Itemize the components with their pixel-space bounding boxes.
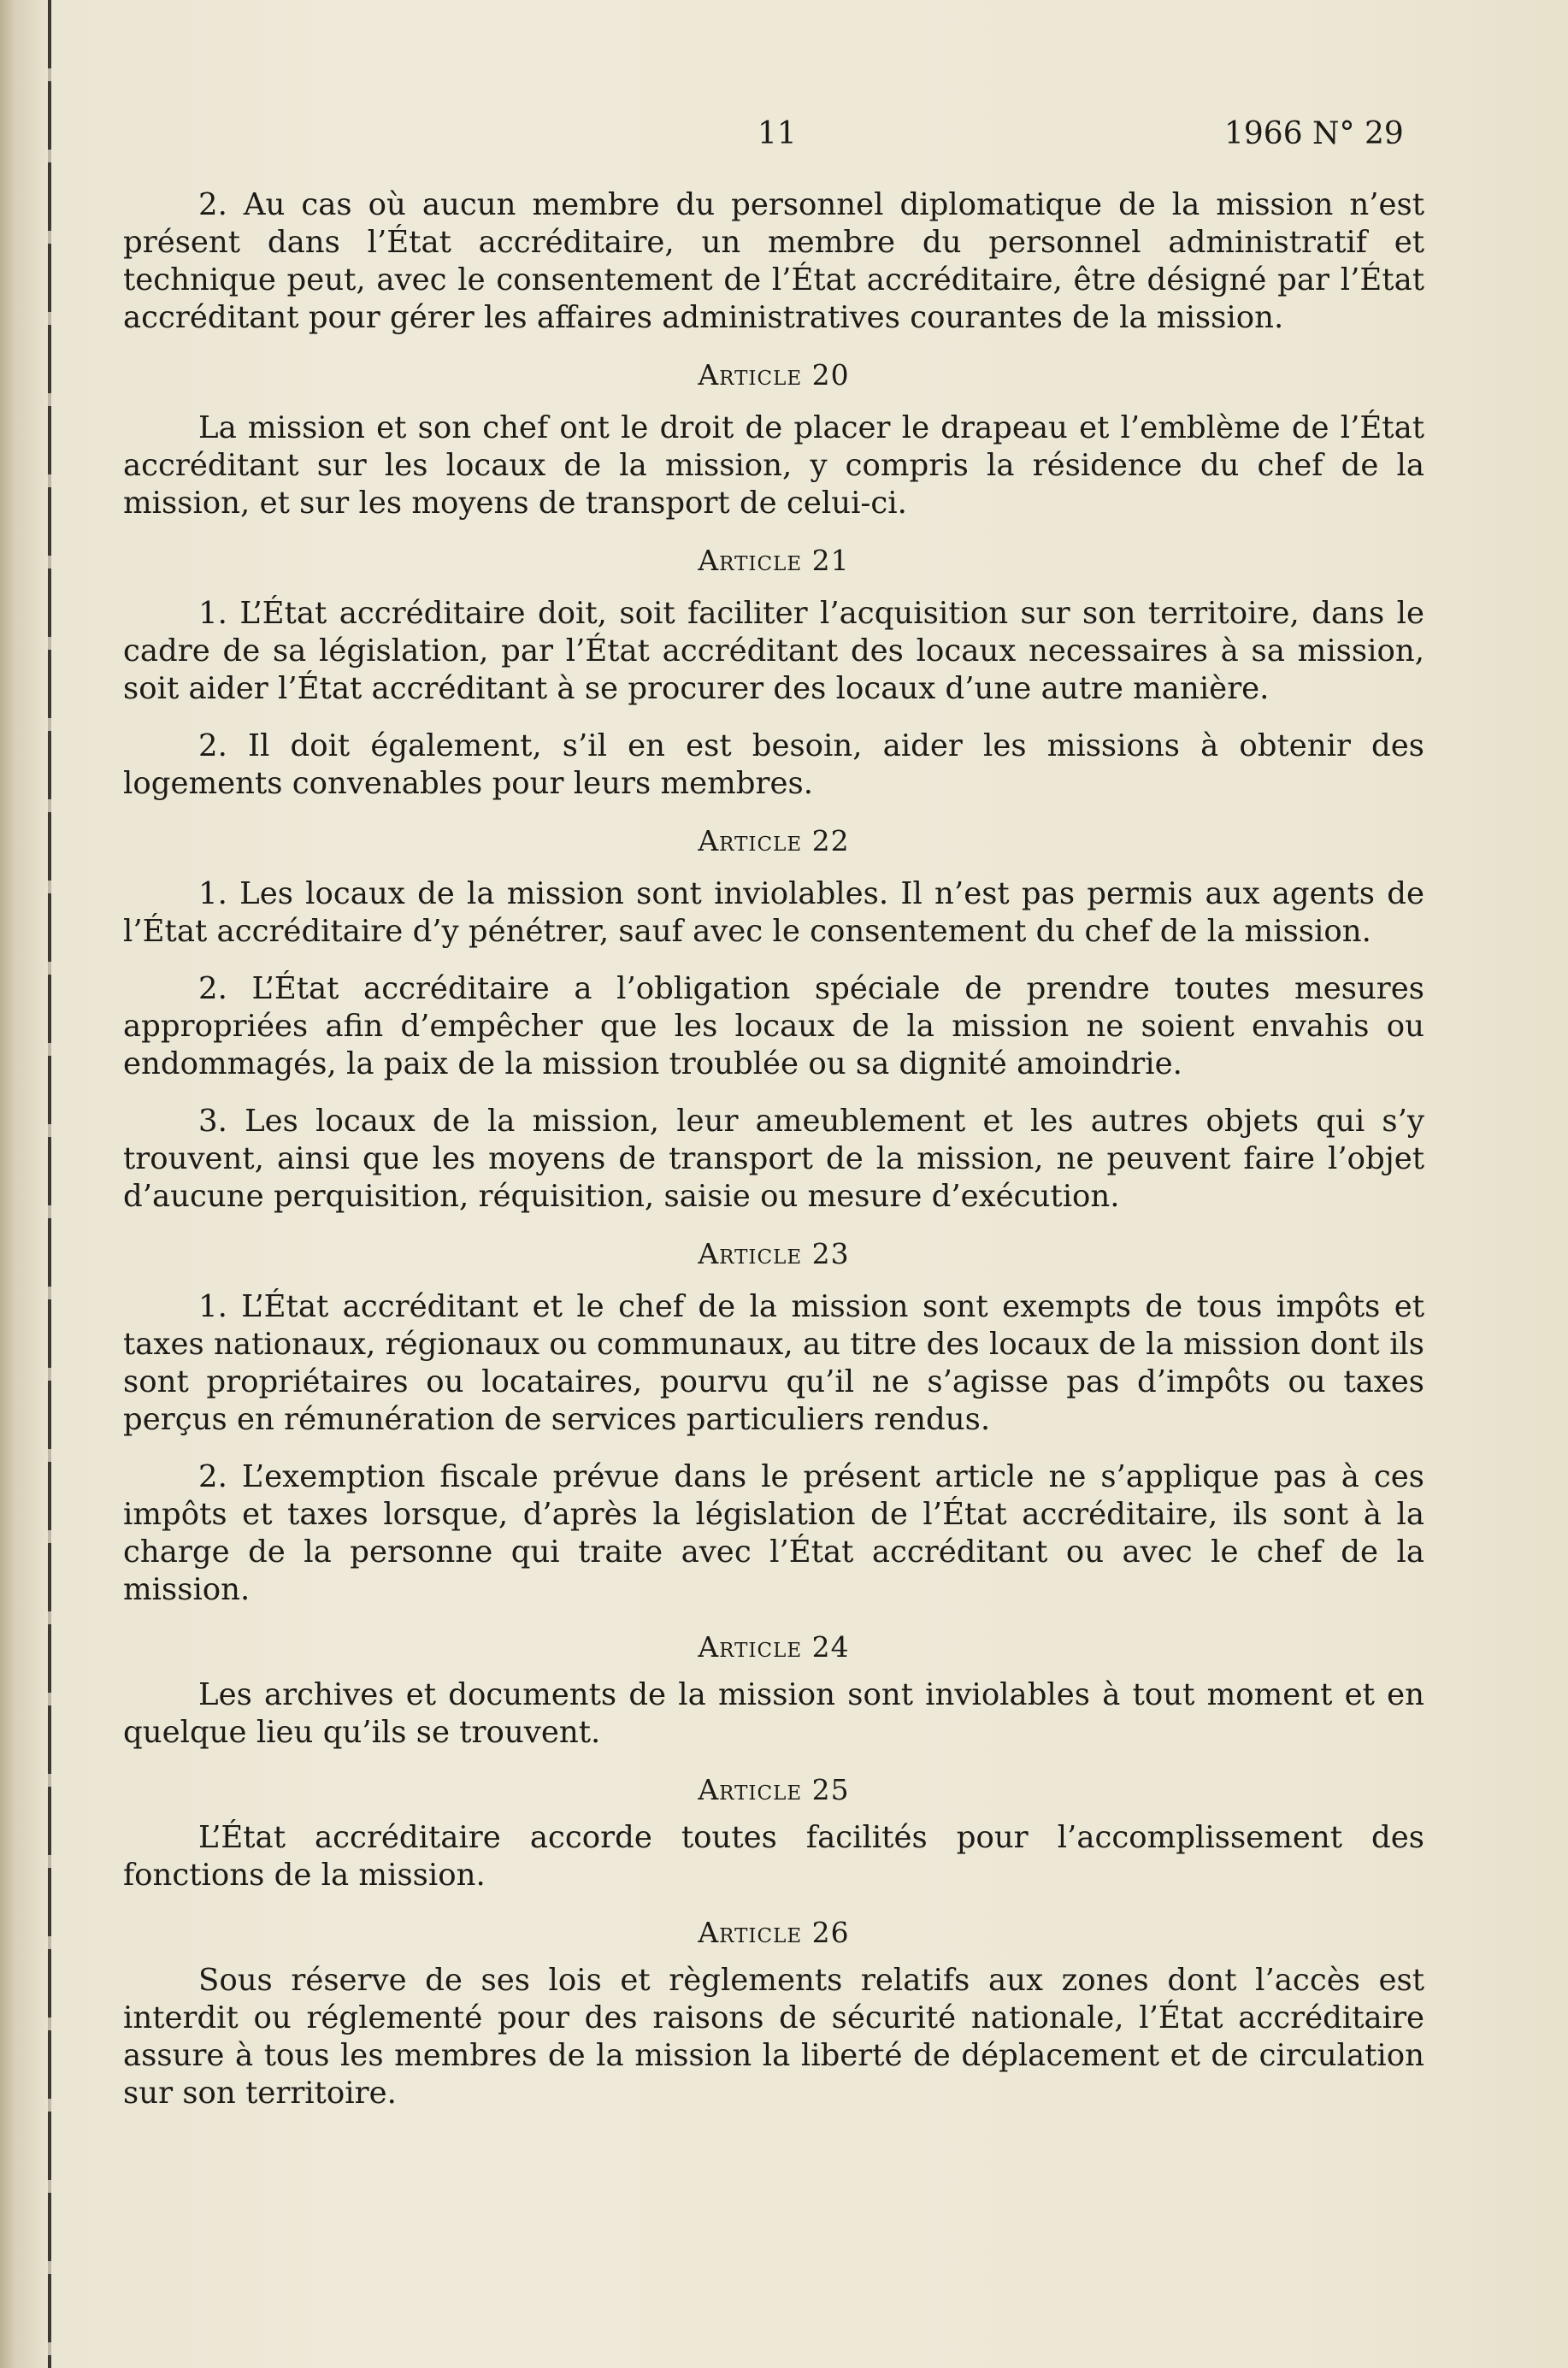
gazette-issue: 1966 N° 29	[1224, 116, 1404, 151]
paragraph: 2. L’exemption fiscale prévue dans le présent article ne s’applique pas à ces impôts et taxes lorsque, d’après la législation de l’État accréditaire, ils sont à la charge de la personne qui traite avec l’État accréditant ou avec le chef de la mission.	[123, 1459, 1424, 1607]
article-heading: Article 20	[698, 358, 850, 392]
page-body	[123, 186, 1424, 2132]
paragraph: L’État accréditaire accorde toutes facilités pour l’accomplissement des fonctions de la mission.	[123, 1820, 1424, 1893]
paragraph: 1. Les locaux de la mission sont inviolables. Il n’est pas permis aux agents de l’État accréditaire d’y pénétrer, sauf avec le consentement du chef de la mission.	[123, 876, 1424, 949]
paragraph: Les archives et documents de la mission sont inviolables à tout moment et en quelque lieu qu’ils se trouvent.	[123, 1677, 1424, 1750]
article-heading: Article 22	[698, 824, 850, 857]
paragraph: 3. Les locaux de la mission, leur ameublement et les autres objets qui s’y trouvent, ainsi que les moyens de transport de la mission, ne peuvent faire l’objet d’aucune perquisition, réquisition, saisie ou mesure d’exécution.	[123, 1104, 1424, 1214]
article-heading: Article 21	[698, 544, 850, 577]
article-heading: Article 25	[698, 1773, 850, 1806]
paragraph: 1. L’État accréditaire doit, soit faciliter l’acquisition sur son territoire, dans le cadre de sa législation, par l’État accréditant des locaux necessaires à sa mission, soit aider l’État accréditant à se procurer des locaux d’une autre manière.	[123, 596, 1424, 706]
article-heading: Article 23	[698, 1237, 850, 1270]
page-number: 11	[757, 116, 797, 151]
article-heading: Article 26	[698, 1916, 850, 1949]
paragraph: 2. L’État accréditaire a l’obligation spéciale de prendre toutes mesures appropriées afin d’empêcher que les locaux de la mission ne soient envahis ou endommagés, la paix de la mission troublée ou sa dignité amoindrie.	[123, 971, 1424, 1081]
paragraph: Sous réserve de ses lois et règlements relatifs aux zones dont l’accès est interdit ou réglementé pour des raisons de sécurité nationale, l’État accréditaire assure à tous les membres de la mission la liberté de déplacement et de circulation sur son territoire.	[123, 1963, 1424, 2111]
paragraph: 1. L’État accréditant et le chef de la mission sont exempts de tous impôts et taxes nationaux, régionaux ou communaux, au titre des locaux de la mission dont ils sont propriétaires ou locataires, pourvu qu’il ne s’agisse pas d’impôts ou taxes perçus en rémunération de services particuliers rendus.	[123, 1289, 1424, 1437]
paragraph: 2. Il doit également, s’il en est besoin, aider les missions à obtenir des logements convenables pour leurs membres.	[123, 728, 1424, 801]
binding-edge	[48, 0, 51, 2368]
page-header	[0, 116, 1568, 159]
article-heading: Article 24	[698, 1630, 850, 1664]
paragraph: 2. Au cas où aucun membre du personnel diplomatique de la mission n’est présent dans l’État accréditaire, un membre du personnel administratif et technique peut, avec le consentement de l’État accréditaire, être désigné par l’État accréditant pour gérer les affaires administratives courantes de la mission.	[123, 187, 1424, 335]
paragraph: La mission et son chef ont le droit de placer le drapeau et l’emblème de l’État accréditant sur les locaux de la mission, y compris la résidence du chef de la mission, et sur les moyens de transport de celui-ci.	[123, 410, 1424, 521]
